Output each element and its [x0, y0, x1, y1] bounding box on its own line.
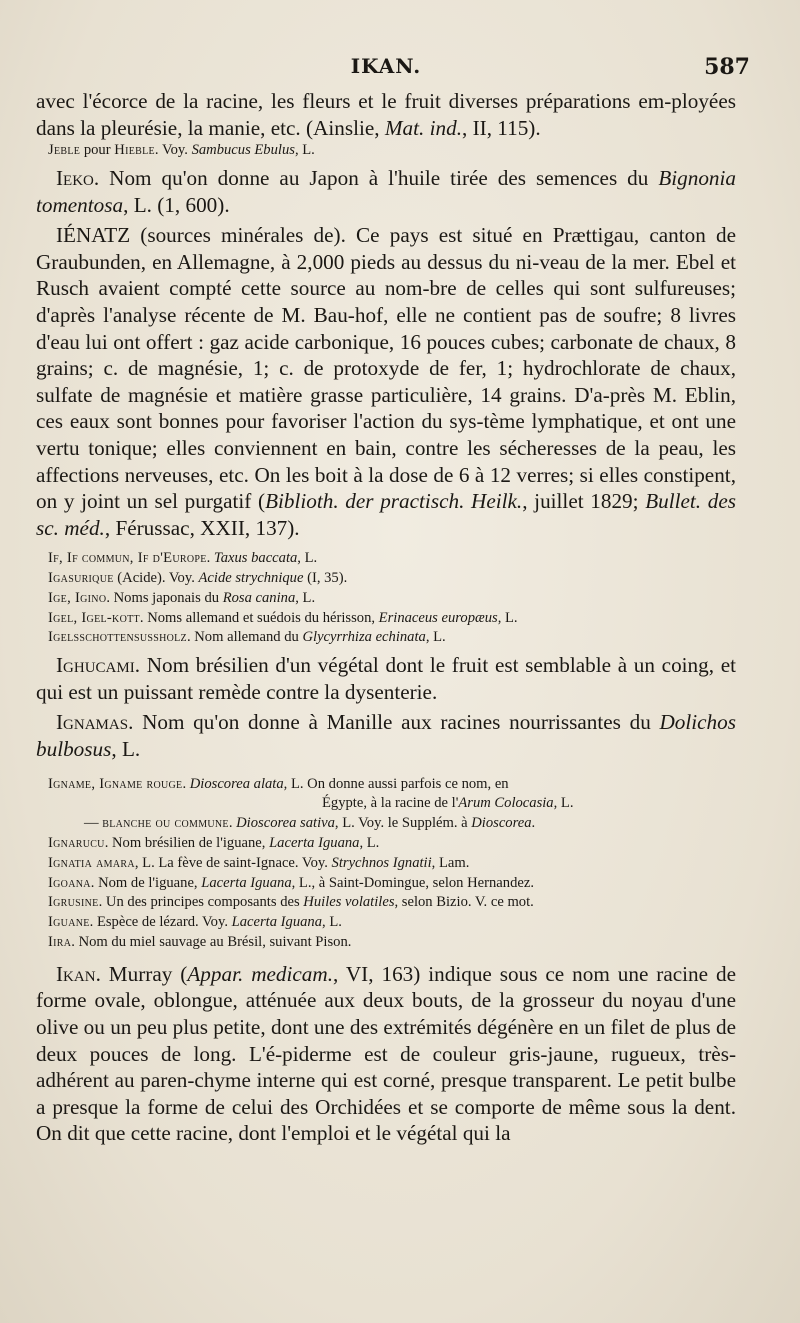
- entry-igrusine: Igrusine. Un des principes composants des Huiles volatiles, selon Bizio. V. ce mot.: [48, 894, 534, 911]
- entry-iguane: Iguane. Espèce de lézard. Voy. Lacerta Iguana, L.: [48, 914, 342, 931]
- headword: Ignamas: [56, 710, 129, 735]
- entry-ikan: Ikan. Murray (Appar. medicam., VI, 163) indique sous ce nom une racine de forme ovale, oblongue, atténuée aux deux bouts, de la grosseur du noyau d'une olive ou un peu plus petite, dont une des extrémités dégénère en un filet de plus de deux pouces de long. L'é-piderme est de couleur gris-jaune, rugueux, très-adhérent au paren-chyme interne qui est corné, presque transparent. Le petit bulbe a presque la forme de celui des Orchidées et se comporte de même sous la dent. On dit que cette racine, dont l'emploi et le végétal qui la: [36, 961, 736, 1146]
- entry-igname-blanche: — blanche ou commune. Dioscorea sativa, L. Voy. le Supplém. à Dioscorea.: [84, 815, 536, 832]
- entry-igname: Igname, Igname rouge. Dioscorea alata, L. On donne aussi parfois ce nom, en: [48, 775, 509, 792]
- entry-ignatia: Ignatia amara, L. La fève de saint-Ignace. Voy. Strychnos Ignatii, Lam.: [48, 854, 470, 871]
- ref-title: Biblioth. der practisch. Heilk.: [265, 489, 523, 514]
- entry-igel: Igel, Igel-kott. Noms allemand et suédois du hérisson, Erinaceus europæus, L.: [48, 609, 518, 626]
- entry-igasurique: Igasurique (Acide). Voy. Acide strychnique (I, 35).: [48, 570, 348, 587]
- page-number: 587: [704, 54, 750, 80]
- running-title: IKAN.: [350, 54, 422, 78]
- running-header: [36, 52, 750, 88]
- entry-jeble: Jeble pour Hieble. Voy. Sambucus Ebulus, L.: [48, 142, 315, 159]
- headword: Jeble: [48, 142, 81, 159]
- entry-iira: Iira. Nom du miel sauvage au Brésil, suivant Pison.: [48, 934, 352, 951]
- entry-igelsschottensussholz: Igelsschottensussholz. Nom allemand du Glycyrrhiza echinata, L.: [48, 629, 446, 646]
- ref-title: Bullet. des sc. méd.: [36, 489, 737, 540]
- entry-continuation: avec l'écorce de la racine, les fleurs et le fruit diverses préparations em-ployées dans la pleurésie, la manie, etc. (Ainslie, Mat. ind., II, 115).: [36, 89, 736, 140]
- entry-ignarucu: Ignarucu. Nom brésilien de l'iguane, Lacerta Iguana, L.: [48, 835, 380, 852]
- ref-title: Appar. medicam.: [187, 961, 334, 986]
- scientific-name: Bignonia tomentosa: [36, 165, 736, 217]
- ref-title: Mat. ind.: [384, 115, 462, 140]
- scientific-name: Dolichos bulbosus: [36, 710, 736, 762]
- entry-ige: Ige, Igino. Noms japonais du Rosa canina, L.: [48, 589, 316, 606]
- entry-ighucami: Ighucami. Nom brésilien d'un végétal dont le fruit est semblable à un coing, et qui est un puissant remède contre la dysenterie.: [36, 653, 736, 704]
- entry-igname-cont: Égypte, à la racine de l'Arum Colocasia, L.: [322, 795, 574, 812]
- scientific-name: Sambucus Ebulus: [191, 142, 295, 159]
- headword: Ighucami: [56, 653, 135, 678]
- headword: Ikan: [56, 961, 96, 986]
- headword: Ieko: [56, 165, 94, 190]
- entry-ignamas: Ignamas. Nom qu'on donne à Manille aux racines nourrissantes du Dolichos bulbosus, L.: [36, 710, 736, 762]
- entry-ienatz: IÉNATZ (sources minérales de). Ce pays est situé en Prættigau, canton de Graubunden, en Allemagne, à 2,000 pieds au dessus du ni-veau de la mer. Ebel et Rusch avaient compté cette source au nom-bre de celles qui sont sulfureuses; d'après l'analyse récente de M. Bau-hof, elle ne contient pas de soufre; 8 livres d'eau lui ont offert : gaz acide carbonique, 16 pouces cubes; carbonate de chaux, 8 grains; c. de magnésie, 1; c. de protoxyde de fer, 1; hydrochlorate de chaux, sulfate de magnésie et matière grasse particulière, 14 grains. D'a-près M. Eblin, ces eaux sont bonnes pour favoriser l'action du sys-tème lymphatique, et ont une vertu tonique; elles conviennent en bain, contre les sécheresses de la peau, les affections nerveuses, etc. On les boit à la dose de 6 à 12 verres; si elles constipent, on y joint un sel purgatif (Biblioth. der practisch. Heilk., juillet 1829; Bullet. des sc. méd., Férussac, XXII, 137).: [36, 223, 737, 540]
- entry-ieko: Ieko. Nom qu'on donne au Japon à l'huile tirée des semences du Bignonia tomentosa, L. (1, 600).: [36, 165, 736, 217]
- entry-if: If, If commun, If d'Europe. Taxus baccata, L.: [48, 550, 318, 567]
- headword: IÉNATZ: [56, 223, 131, 248]
- entry-igoana: Igoana. Nom de l'iguane, Lacerta Iguana, L., à Saint-Domingue, selon Hernandez.: [48, 874, 534, 891]
